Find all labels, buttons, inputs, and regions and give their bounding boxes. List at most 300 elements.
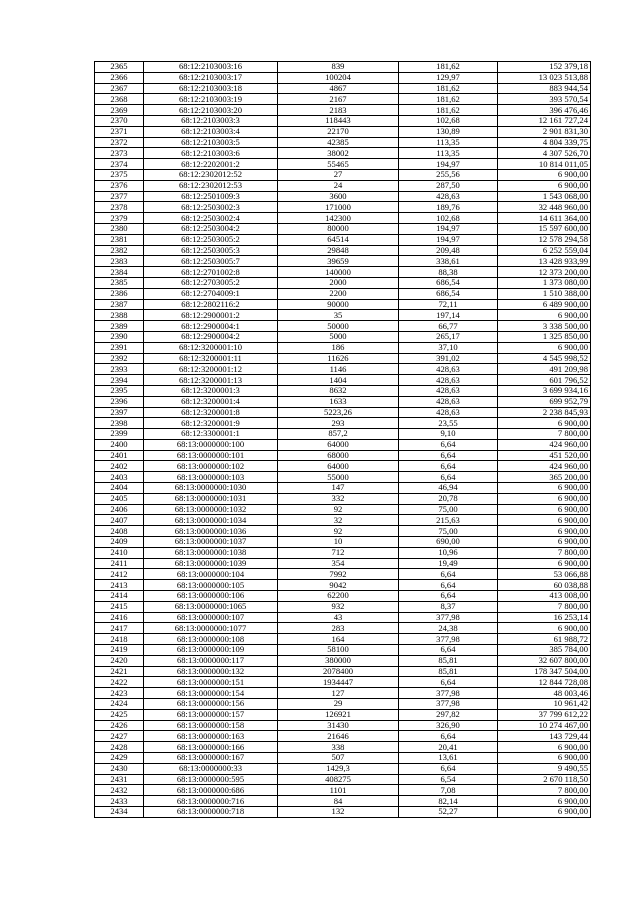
cadastral-number-cell: 68:12:2103003:5 bbox=[144, 137, 278, 148]
cadastral-value-cell: 3 338 500,00 bbox=[498, 321, 591, 332]
specific-value-cell: 189,76 bbox=[399, 202, 498, 213]
specific-value-cell: 181,62 bbox=[399, 105, 498, 116]
cadastral-number-cell: 68:12:3200001:8 bbox=[144, 407, 278, 418]
cadastral-value-cell: 10 814 011,05 bbox=[498, 159, 591, 170]
area-cell: 171000 bbox=[278, 202, 399, 213]
row-number-cell: 2422 bbox=[95, 677, 144, 688]
table-row bbox=[95, 655, 591, 666]
area-cell: 22170 bbox=[278, 126, 399, 137]
table-row bbox=[95, 537, 591, 548]
table-row bbox=[95, 126, 591, 137]
specific-value-cell: 181,62 bbox=[399, 94, 498, 105]
table-row bbox=[95, 612, 591, 623]
specific-value-cell: 52,27 bbox=[399, 806, 498, 817]
table-row bbox=[95, 375, 591, 386]
cadastral-number-cell: 68:13:0000000:166 bbox=[144, 742, 278, 753]
cadastral-value-cell: 37 799 612,22 bbox=[498, 709, 591, 720]
table-row bbox=[95, 321, 591, 332]
cadastral-number-cell: 68:12:2302012:53 bbox=[144, 180, 278, 191]
row-number-cell: 2416 bbox=[95, 612, 144, 623]
specific-value-cell: 113,35 bbox=[399, 148, 498, 159]
specific-value-cell: 19,49 bbox=[399, 558, 498, 569]
row-number-cell: 2369 bbox=[95, 105, 144, 116]
row-number-cell: 2394 bbox=[95, 375, 144, 386]
cadastral-number-cell: 68:13:0000000:132 bbox=[144, 666, 278, 677]
cadastral-value-cell: 61 988,72 bbox=[498, 634, 591, 645]
cadastral-number-cell: 68:13:0000000:718 bbox=[144, 806, 278, 817]
table-row bbox=[95, 418, 591, 429]
specific-value-cell: 66,77 bbox=[399, 321, 498, 332]
cadastral-value-cell: 7 800,00 bbox=[498, 547, 591, 558]
cadastral-value-cell: 2 670 118,50 bbox=[498, 774, 591, 785]
row-number-cell: 2419 bbox=[95, 645, 144, 656]
cadastral-number-cell: 68:12:2503005:2 bbox=[144, 234, 278, 245]
table-row bbox=[95, 159, 591, 170]
area-cell: 1934447 bbox=[278, 677, 399, 688]
area-cell: 1404 bbox=[278, 375, 399, 386]
specific-value-cell: 10,96 bbox=[399, 547, 498, 558]
area-cell: 283 bbox=[278, 623, 399, 634]
table-row bbox=[95, 288, 591, 299]
cadastral-number-cell: 68:12:2103003:3 bbox=[144, 115, 278, 126]
area-cell: 38002 bbox=[278, 148, 399, 159]
cadastral-number-cell: 68:13:0000000:1034 bbox=[144, 515, 278, 526]
area-cell: 9042 bbox=[278, 580, 399, 591]
row-number-cell: 2366 bbox=[95, 72, 144, 83]
row-number-cell: 2407 bbox=[95, 515, 144, 526]
cadastral-number-cell: 68:12:2503002:4 bbox=[144, 213, 278, 224]
specific-value-cell: 20,78 bbox=[399, 493, 498, 504]
specific-value-cell: 72,11 bbox=[399, 299, 498, 310]
area-cell: 354 bbox=[278, 558, 399, 569]
row-number-cell: 2420 bbox=[95, 655, 144, 666]
cadastral-number-cell: 68:13:0000000:151 bbox=[144, 677, 278, 688]
cadastral-number-cell: 68:12:2103003:16 bbox=[144, 62, 278, 73]
area-cell: 58100 bbox=[278, 645, 399, 656]
cadastral-value-cell: 883 944,54 bbox=[498, 83, 591, 94]
row-number-cell: 2432 bbox=[95, 785, 144, 796]
cadastral-number-cell: 68:13:0000000:107 bbox=[144, 612, 278, 623]
specific-value-cell: 102,68 bbox=[399, 115, 498, 126]
cadastral-number-cell: 68:12:2503002:3 bbox=[144, 202, 278, 213]
cadastral-number-cell: 68:13:0000000:108 bbox=[144, 634, 278, 645]
row-number-cell: 2402 bbox=[95, 461, 144, 472]
table-row bbox=[95, 526, 591, 537]
cadastral-number-cell: 68:12:2701002:8 bbox=[144, 267, 278, 278]
table-row bbox=[95, 94, 591, 105]
table-row bbox=[95, 634, 591, 645]
area-cell: 42385 bbox=[278, 137, 399, 148]
cadastral-number-cell: 68:12:2103003:20 bbox=[144, 105, 278, 116]
table-row bbox=[95, 429, 591, 440]
cadastral-value-cell: 451 520,00 bbox=[498, 450, 591, 461]
area-cell: 3600 bbox=[278, 191, 399, 202]
row-number-cell: 2388 bbox=[95, 310, 144, 321]
cadastral-value-table bbox=[94, 61, 591, 818]
cadastral-number-cell: 68:12:2501009:3 bbox=[144, 191, 278, 202]
cadastral-value-cell: 1 543 068,00 bbox=[498, 191, 591, 202]
specific-value-cell: 428,63 bbox=[399, 407, 498, 418]
cadastral-value-cell: 53 066,88 bbox=[498, 569, 591, 580]
specific-value-cell: 6,64 bbox=[399, 461, 498, 472]
cadastral-number-cell: 68:12:2900001:2 bbox=[144, 310, 278, 321]
table-row bbox=[95, 342, 591, 353]
cadastral-value-cell: 6 900,00 bbox=[498, 742, 591, 753]
cadastral-value-cell: 6 900,00 bbox=[498, 483, 591, 494]
area-cell: 507 bbox=[278, 753, 399, 764]
table-row bbox=[95, 364, 591, 375]
cadastral-number-cell: 68:13:0000000:163 bbox=[144, 731, 278, 742]
specific-value-cell: 6,64 bbox=[399, 677, 498, 688]
table-row bbox=[95, 699, 591, 710]
cadastral-value-cell: 7 800,00 bbox=[498, 601, 591, 612]
cadastral-number-cell: 68:13:0000000:1065 bbox=[144, 601, 278, 612]
cadastral-value-cell: 13 023 513,88 bbox=[498, 72, 591, 83]
cadastral-value-cell: 385 784,00 bbox=[498, 645, 591, 656]
cadastral-number-cell: 68:12:2900004:1 bbox=[144, 321, 278, 332]
row-number-cell: 2413 bbox=[95, 580, 144, 591]
table-row bbox=[95, 666, 591, 677]
table-row bbox=[95, 591, 591, 602]
table-row bbox=[95, 277, 591, 288]
cadastral-value-cell: 6 900,00 bbox=[498, 493, 591, 504]
cadastral-number-cell: 68:12:3200001:11 bbox=[144, 353, 278, 364]
area-cell: 11626 bbox=[278, 353, 399, 364]
area-cell: 32 bbox=[278, 515, 399, 526]
specific-value-cell: 6,64 bbox=[399, 580, 498, 591]
cadastral-number-cell: 68:12:2103003:17 bbox=[144, 72, 278, 83]
area-cell: 27 bbox=[278, 169, 399, 180]
specific-value-cell: 377,98 bbox=[399, 688, 498, 699]
cadastral-value-cell: 12 373 200,00 bbox=[498, 267, 591, 278]
row-number-cell: 2414 bbox=[95, 591, 144, 602]
table-row bbox=[95, 62, 591, 73]
table-row bbox=[95, 763, 591, 774]
cadastral-number-cell: 68:12:2503005:3 bbox=[144, 245, 278, 256]
row-number-cell: 2376 bbox=[95, 180, 144, 191]
table-row bbox=[95, 407, 591, 418]
row-number-cell: 2400 bbox=[95, 439, 144, 450]
specific-value-cell: 24,38 bbox=[399, 623, 498, 634]
cadastral-number-cell: 68:13:0000000:100 bbox=[144, 439, 278, 450]
row-number-cell: 2405 bbox=[95, 493, 144, 504]
row-number-cell: 2415 bbox=[95, 601, 144, 612]
row-number-cell: 2418 bbox=[95, 634, 144, 645]
table-row bbox=[95, 785, 591, 796]
row-number-cell: 2427 bbox=[95, 731, 144, 742]
specific-value-cell: 377,98 bbox=[399, 634, 498, 645]
area-cell: 5223,26 bbox=[278, 407, 399, 418]
area-cell: 80000 bbox=[278, 223, 399, 234]
cadastral-number-cell: 68:13:0000000:154 bbox=[144, 688, 278, 699]
table-row bbox=[95, 385, 591, 396]
cadastral-value-cell: 9 490,55 bbox=[498, 763, 591, 774]
table-row bbox=[95, 493, 591, 504]
area-cell: 7992 bbox=[278, 569, 399, 580]
area-cell: 2078400 bbox=[278, 666, 399, 677]
cadastral-number-cell: 68:12:3200001:3 bbox=[144, 385, 278, 396]
specific-value-cell: 6,64 bbox=[399, 591, 498, 602]
area-cell: 118443 bbox=[278, 115, 399, 126]
table-body bbox=[95, 62, 591, 818]
row-number-cell: 2383 bbox=[95, 256, 144, 267]
area-cell: 126921 bbox=[278, 709, 399, 720]
cadastral-number-cell: 68:12:2503005:7 bbox=[144, 256, 278, 267]
cadastral-value-cell: 3 699 934,16 bbox=[498, 385, 591, 396]
cadastral-value-cell: 32 448 960,00 bbox=[498, 202, 591, 213]
cadastral-value-cell: 424 960,00 bbox=[498, 461, 591, 472]
cadastral-value-cell: 15 597 600,00 bbox=[498, 223, 591, 234]
specific-value-cell: 194,97 bbox=[399, 234, 498, 245]
area-cell: 380000 bbox=[278, 655, 399, 666]
cadastral-value-cell: 2 238 845,93 bbox=[498, 407, 591, 418]
table-row bbox=[95, 267, 591, 278]
row-number-cell: 2404 bbox=[95, 483, 144, 494]
cadastral-number-cell: 68:13:0000000:1077 bbox=[144, 623, 278, 634]
table-row bbox=[95, 753, 591, 764]
specific-value-cell: 181,62 bbox=[399, 62, 498, 73]
cadastral-number-cell: 68:12:3200001:13 bbox=[144, 375, 278, 386]
cadastral-value-cell: 12 161 727,24 bbox=[498, 115, 591, 126]
row-number-cell: 2365 bbox=[95, 62, 144, 73]
area-cell: 100204 bbox=[278, 72, 399, 83]
area-cell: 408275 bbox=[278, 774, 399, 785]
table-row bbox=[95, 223, 591, 234]
cadastral-value-cell: 6 900,00 bbox=[498, 623, 591, 634]
specific-value-cell: 75,00 bbox=[399, 504, 498, 515]
cadastral-value-cell: 13 428 933,99 bbox=[498, 256, 591, 267]
area-cell: 4867 bbox=[278, 83, 399, 94]
row-number-cell: 2401 bbox=[95, 450, 144, 461]
specific-value-cell: 428,63 bbox=[399, 375, 498, 386]
specific-value-cell: 428,63 bbox=[399, 385, 498, 396]
cadastral-value-cell: 10 274 467,00 bbox=[498, 720, 591, 731]
table-row bbox=[95, 439, 591, 450]
area-cell: 2183 bbox=[278, 105, 399, 116]
table-row bbox=[95, 202, 591, 213]
row-number-cell: 2378 bbox=[95, 202, 144, 213]
cadastral-value-cell: 1 373 080,00 bbox=[498, 277, 591, 288]
table-row bbox=[95, 396, 591, 407]
specific-value-cell: 686,54 bbox=[399, 288, 498, 299]
specific-value-cell: 6,64 bbox=[399, 439, 498, 450]
row-number-cell: 2411 bbox=[95, 558, 144, 569]
cadastral-value-cell: 6 900,00 bbox=[498, 515, 591, 526]
row-number-cell: 2424 bbox=[95, 699, 144, 710]
cadastral-number-cell: 68:12:2103003:6 bbox=[144, 148, 278, 159]
row-number-cell: 2372 bbox=[95, 137, 144, 148]
row-number-cell: 2392 bbox=[95, 353, 144, 364]
cadastral-value-cell: 7 800,00 bbox=[498, 429, 591, 440]
area-cell: 50000 bbox=[278, 321, 399, 332]
row-number-cell: 2384 bbox=[95, 267, 144, 278]
area-cell: 92 bbox=[278, 526, 399, 537]
row-number-cell: 2403 bbox=[95, 472, 144, 483]
cadastral-value-cell: 6 900,00 bbox=[498, 806, 591, 817]
table-row bbox=[95, 688, 591, 699]
specific-value-cell: 428,63 bbox=[399, 396, 498, 407]
table-row bbox=[95, 137, 591, 148]
row-number-cell: 2390 bbox=[95, 331, 144, 342]
cadastral-number-cell: 68:13:0000000:1038 bbox=[144, 547, 278, 558]
specific-value-cell: 75,00 bbox=[399, 526, 498, 537]
table-row bbox=[95, 677, 591, 688]
table-row bbox=[95, 645, 591, 656]
area-cell: 68000 bbox=[278, 450, 399, 461]
table-row bbox=[95, 796, 591, 807]
cadastral-value-cell: 393 570,54 bbox=[498, 94, 591, 105]
row-number-cell: 2409 bbox=[95, 537, 144, 548]
table-row bbox=[95, 483, 591, 494]
cadastral-number-cell: 68:13:0000000:716 bbox=[144, 796, 278, 807]
cadastral-value-cell: 7 800,00 bbox=[498, 785, 591, 796]
specific-value-cell: 6,64 bbox=[399, 569, 498, 580]
table-row bbox=[95, 558, 591, 569]
row-number-cell: 2386 bbox=[95, 288, 144, 299]
row-number-cell: 2375 bbox=[95, 169, 144, 180]
cadastral-number-cell: 68:12:2704009:1 bbox=[144, 288, 278, 299]
area-cell: 64514 bbox=[278, 234, 399, 245]
table-row bbox=[95, 115, 591, 126]
cadastral-number-cell: 68:13:0000000:33 bbox=[144, 763, 278, 774]
area-cell: 64000 bbox=[278, 461, 399, 472]
specific-value-cell: 6,64 bbox=[399, 731, 498, 742]
cadastral-value-cell: 365 200,00 bbox=[498, 472, 591, 483]
cadastral-number-cell: 68:13:0000000:1032 bbox=[144, 504, 278, 515]
area-cell: 186 bbox=[278, 342, 399, 353]
specific-value-cell: 297,82 bbox=[399, 709, 498, 720]
table-row bbox=[95, 601, 591, 612]
specific-value-cell: 428,63 bbox=[399, 191, 498, 202]
cadastral-value-cell: 6 900,00 bbox=[498, 526, 591, 537]
cadastral-number-cell: 68:12:2503004:2 bbox=[144, 223, 278, 234]
specific-value-cell: 6,64 bbox=[399, 763, 498, 774]
area-cell: 1146 bbox=[278, 364, 399, 375]
area-cell: 147 bbox=[278, 483, 399, 494]
row-number-cell: 2434 bbox=[95, 806, 144, 817]
cadastral-value-cell: 14 611 364,00 bbox=[498, 213, 591, 224]
cadastral-value-cell: 6 900,00 bbox=[498, 169, 591, 180]
cadastral-number-cell: 68:12:3200001:9 bbox=[144, 418, 278, 429]
cadastral-value-cell: 424 960,00 bbox=[498, 439, 591, 450]
area-cell: 43 bbox=[278, 612, 399, 623]
row-number-cell: 2373 bbox=[95, 148, 144, 159]
area-cell: 64000 bbox=[278, 439, 399, 450]
cadastral-value-cell: 48 003,46 bbox=[498, 688, 591, 699]
table-row bbox=[95, 504, 591, 515]
area-cell: 39659 bbox=[278, 256, 399, 267]
table-row bbox=[95, 72, 591, 83]
area-cell: 293 bbox=[278, 418, 399, 429]
specific-value-cell: 85,81 bbox=[399, 655, 498, 666]
table-row bbox=[95, 353, 591, 364]
table-row bbox=[95, 547, 591, 558]
area-cell: 857,2 bbox=[278, 429, 399, 440]
cadastral-value-cell: 6 900,00 bbox=[498, 418, 591, 429]
cadastral-number-cell: 68:13:0000000:103 bbox=[144, 472, 278, 483]
area-cell: 8632 bbox=[278, 385, 399, 396]
table-row bbox=[95, 623, 591, 634]
specific-value-cell: 391,02 bbox=[399, 353, 498, 364]
area-cell: 1633 bbox=[278, 396, 399, 407]
specific-value-cell: 209,48 bbox=[399, 245, 498, 256]
row-number-cell: 2396 bbox=[95, 396, 144, 407]
row-number-cell: 2371 bbox=[95, 126, 144, 137]
cadastral-value-cell: 491 209,98 bbox=[498, 364, 591, 375]
row-number-cell: 2406 bbox=[95, 504, 144, 515]
table-row bbox=[95, 180, 591, 191]
specific-value-cell: 13,61 bbox=[399, 753, 498, 764]
specific-value-cell: 181,62 bbox=[399, 83, 498, 94]
specific-value-cell: 194,97 bbox=[399, 223, 498, 234]
specific-value-cell: 23,55 bbox=[399, 418, 498, 429]
cadastral-value-cell: 699 952,79 bbox=[498, 396, 591, 407]
cadastral-value-cell: 6 900,00 bbox=[498, 504, 591, 515]
table-row bbox=[95, 234, 591, 245]
cadastral-value-cell: 16 253,14 bbox=[498, 612, 591, 623]
area-cell: 932 bbox=[278, 601, 399, 612]
document-page bbox=[94, 61, 590, 818]
area-cell: 164 bbox=[278, 634, 399, 645]
area-cell: 84 bbox=[278, 796, 399, 807]
cadastral-number-cell: 68:12:2703005:2 bbox=[144, 277, 278, 288]
table-row bbox=[95, 742, 591, 753]
cadastral-number-cell: 68:12:2103003:18 bbox=[144, 83, 278, 94]
cadastral-value-cell: 60 038,88 bbox=[498, 580, 591, 591]
table-row bbox=[95, 806, 591, 817]
area-cell: 332 bbox=[278, 493, 399, 504]
specific-value-cell: 6,54 bbox=[399, 774, 498, 785]
cadastral-number-cell: 68:12:2202001:2 bbox=[144, 159, 278, 170]
row-number-cell: 2431 bbox=[95, 774, 144, 785]
row-number-cell: 2408 bbox=[95, 526, 144, 537]
cadastral-value-cell: 6 900,00 bbox=[498, 537, 591, 548]
cadastral-value-cell: 1 325 850,00 bbox=[498, 331, 591, 342]
cadastral-number-cell: 68:13:0000000:157 bbox=[144, 709, 278, 720]
area-cell: 1101 bbox=[278, 785, 399, 796]
cadastral-value-cell: 6 489 900,00 bbox=[498, 299, 591, 310]
specific-value-cell: 690,00 bbox=[399, 537, 498, 548]
area-cell: 839 bbox=[278, 62, 399, 73]
area-cell: 10 bbox=[278, 537, 399, 548]
row-number-cell: 2423 bbox=[95, 688, 144, 699]
row-number-cell: 2367 bbox=[95, 83, 144, 94]
cadastral-number-cell: 68:13:0000000:101 bbox=[144, 450, 278, 461]
table-row bbox=[95, 256, 591, 267]
area-cell: 24 bbox=[278, 180, 399, 191]
specific-value-cell: 113,35 bbox=[399, 137, 498, 148]
table-row bbox=[95, 83, 591, 94]
cadastral-number-cell: 68:13:0000000:1036 bbox=[144, 526, 278, 537]
cadastral-value-cell: 152 379,18 bbox=[498, 62, 591, 73]
area-cell: 127 bbox=[278, 688, 399, 699]
specific-value-cell: 102,68 bbox=[399, 213, 498, 224]
row-number-cell: 2395 bbox=[95, 385, 144, 396]
cadastral-value-cell: 4 804 339,75 bbox=[498, 137, 591, 148]
specific-value-cell: 686,54 bbox=[399, 277, 498, 288]
specific-value-cell: 197,14 bbox=[399, 310, 498, 321]
row-number-cell: 2430 bbox=[95, 763, 144, 774]
specific-value-cell: 85,81 bbox=[399, 666, 498, 677]
specific-value-cell: 377,98 bbox=[399, 699, 498, 710]
table-row bbox=[95, 472, 591, 483]
area-cell: 90000 bbox=[278, 299, 399, 310]
specific-value-cell: 9,10 bbox=[399, 429, 498, 440]
row-number-cell: 2377 bbox=[95, 191, 144, 202]
row-number-cell: 2421 bbox=[95, 666, 144, 677]
row-number-cell: 2368 bbox=[95, 94, 144, 105]
cadastral-number-cell: 68:12:3200001:12 bbox=[144, 364, 278, 375]
